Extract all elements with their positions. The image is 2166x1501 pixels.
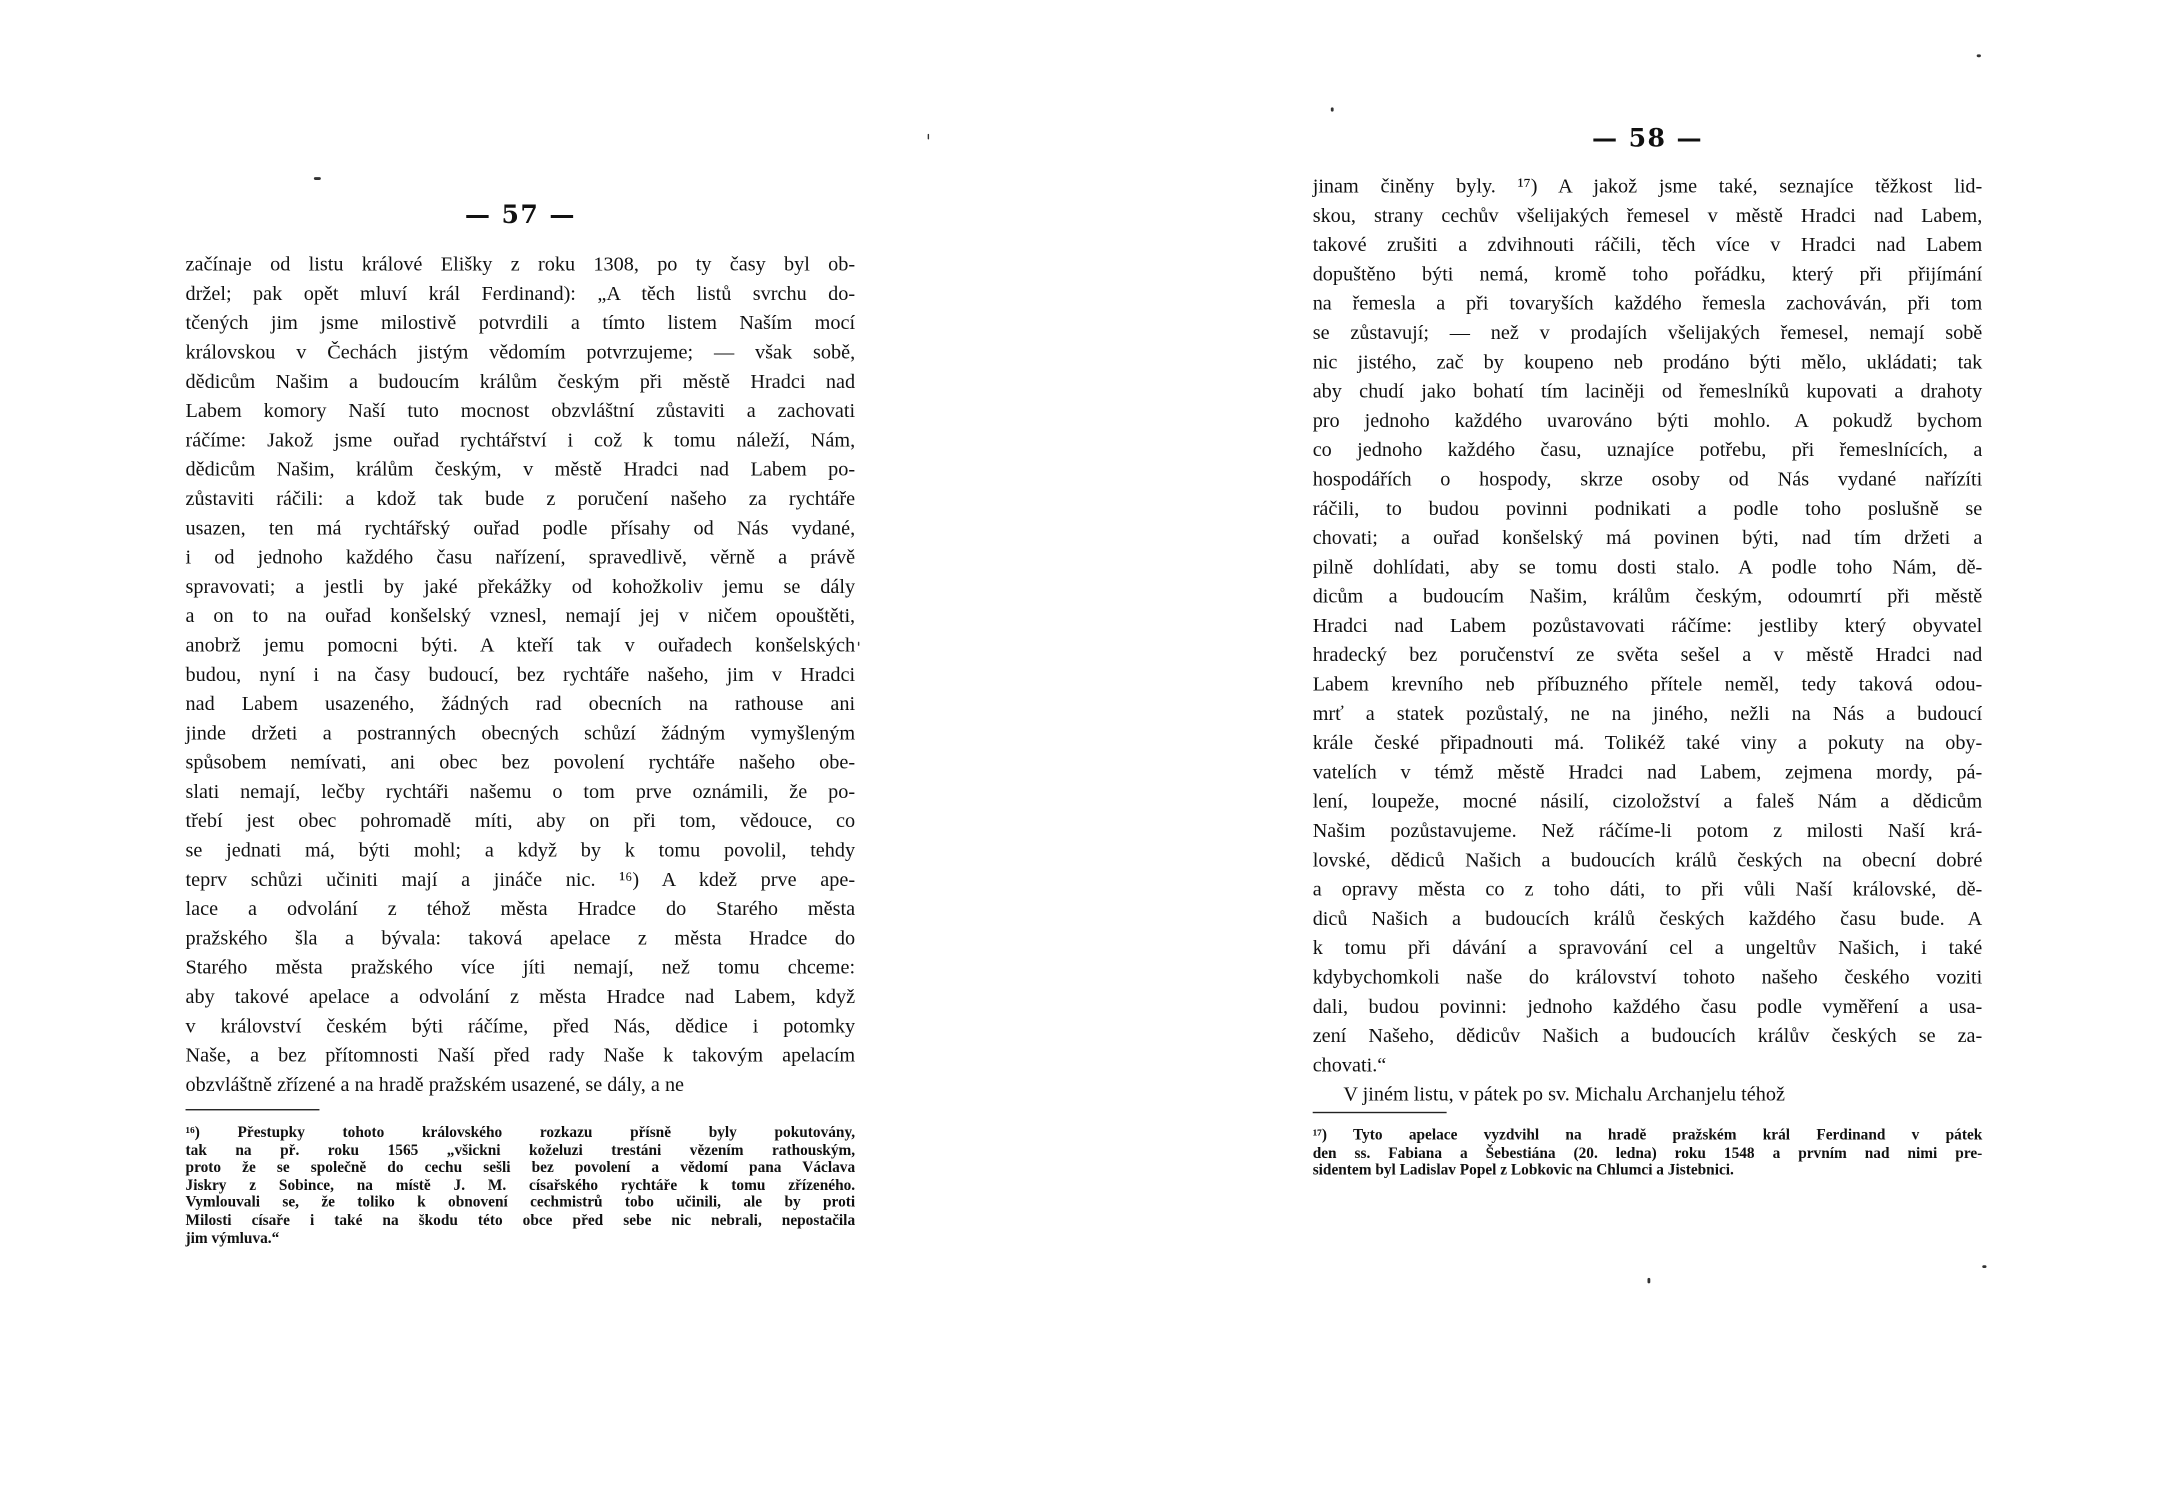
right-page-footnotes	[1313, 1127, 1983, 1180]
text-line: dědicům Našim, králům českým, v městě Hradci nad Labem po-	[185, 458, 856, 482]
text-line: slati nemají, lečby rychtáři našemu o tom prve oznámili, že po-	[185, 781, 856, 804]
text-line: aby chudí jako bohatí tím laciněji od řemeslníků kupovati a drahoty	[1312, 380, 1983, 404]
text-line: nic jistého, zač by koupeno neb prodáno býti mělo, ukládati; tak	[1312, 351, 1983, 374]
footnote-line: Milosti císaře i také na škodu této obce před sebe nic nebrali, nepostačila	[185, 1212, 856, 1229]
page-number-right: — 58 —	[1591, 124, 1704, 154]
text-line: mrť a statek pozůstalý, ne na jiného, nežli na Nás a budoucí	[1312, 703, 1983, 726]
text-line: krále české připadnouti má. Tolikéž také viny a pokuty na oby-	[1312, 732, 1983, 755]
footnote-line: jim výmluva.“	[185, 1229, 280, 1247]
right-page-body	[1313, 173, 1983, 1110]
text-line: se zůstavují; — než v prodajích všelijakých řemesel, nemají sobě	[1312, 322, 1983, 345]
footnote-line: sidentem byl Ladislav Popel z Lobkovic na Chlumci a Jistebnici.	[1312, 1162, 1734, 1180]
scan-speck	[928, 134, 929, 140]
text-line: a opravy města co z toho dáti, to při vůli Naší královské, dě-	[1312, 878, 1983, 902]
text-line: hradecký bez poručenství ze světa sešel a v městě Hradci nad	[1312, 644, 1983, 667]
text-line: Hradci nad Labem pozůstavovati ráčíme: jestliby který obyvatel	[1312, 615, 1983, 638]
text-line: zůstaviti ráčili: a kdož tak bude z poručení našeho za rychtáře	[185, 488, 856, 511]
footnote-line: den ss. Fabiana a Šebestiána (20. ledna) roku 1548 a prvním nad nimi pre-	[1312, 1144, 1983, 1162]
text-line: Labem komory Naší tuto mocnost obzvláštní zůstaviti a zachovati	[185, 400, 856, 423]
text-line: lovské, dědiců Našich a budoucích králů českých na obecní dobré	[1312, 849, 1983, 872]
scan-speck	[858, 642, 859, 646]
text-line: pilně dohlídati, aby se tomu dosti stalo. A podle toho Nám, dě-	[1312, 556, 1983, 579]
text-line: teprv schůzi učiniti mají a jináče nic. ¹⁶) A kdež prve ape-	[185, 869, 856, 892]
text-line: V jiném listu, v pátek po sv. Michalu Archanjelu téhož	[1343, 1083, 1785, 1107]
text-line: aby takové apelace a odvolání z města Hradce nad Labem, když	[185, 986, 856, 1009]
text-line: co jednoho každého času, uznajíce potřebu, při řemeslnících, a	[1312, 439, 1983, 462]
page-number-left: — 57 —	[464, 200, 576, 231]
text-line: diců Našich a budoucích králů českých každého času bude. A	[1312, 908, 1983, 931]
text-line: usazen, ten má rychtářský ouřad podle přísahy od Nás vydané,	[185, 517, 856, 540]
text-line: kdybychomkoli naše do království tohoto našeho českého voziti	[1312, 966, 1983, 990]
text-line: dědicům Našim a budoucím králům českým při městě Hradci nad	[185, 371, 856, 394]
text-line: budou, nyní i na časy budoucí, bez rychtáře našeho, jim v Hradci	[185, 664, 856, 687]
text-line: pražského šla a bývala: taková apelace z města Hradce do	[185, 927, 856, 950]
text-line: anobrž jemu pomocni býti. A kteří tak v ouřadech konšelských	[185, 634, 856, 658]
scan-speck	[1982, 1265, 1986, 1268]
footnote-line: Vymlouvali se, že toliko k obnovení cechmistrů tobo učinili, ale by proti	[185, 1194, 856, 1212]
footnote-line: ¹⁷) Tyto apelace vyzdvihl na hradě pražském král Ferdinand v pátek	[1312, 1127, 1983, 1144]
text-line: držel; pak opět mluví král Ferdinand): „A těch listů svrchu do-	[185, 283, 856, 306]
text-line: na řemesla a při tovaryších každého řemesla zachováván, při tom	[1312, 292, 1983, 316]
footnote-line: Jiskry z Sobince, na místě J. M. císařského rychtáře k tomu zřízeného.	[185, 1177, 856, 1194]
text-line: třebí jest obec pohromadě míti, aby on při tom, vědouce, co	[185, 810, 856, 833]
text-line: lení, loupeže, mocné násilí, cizoložství a faleš Nám a dědicům	[1312, 790, 1983, 814]
text-line: tčených jim jsme milostivě potvrdili a tímto listem Naším mocí	[185, 312, 856, 335]
footnote-rule-left	[186, 1109, 320, 1110]
text-line: pro jednoho každého uvarováno býti mohlo. A pokudž bychom	[1312, 410, 1983, 433]
text-line: zení Našeho, dědicův Našich a budoucích králův českých se za-	[1312, 1025, 1983, 1048]
text-line: a on to na ouřad konšelský vznesl, nemají jej v ničem opouštěti,	[185, 605, 856, 628]
text-line: k tomu při dávání a spravování cel a ungeltův Našich, i také	[1312, 937, 1983, 960]
text-line: jinam činěny byly. ¹⁷) A jakož jsme také, seznajíce těžkost lid-	[1312, 175, 1983, 199]
footnote-rule-right	[1313, 1112, 1447, 1113]
text-line: chovati.“	[1312, 1054, 1387, 1077]
text-line: dopuštěno býti nemá, kromě toho pořádku, který při přijímání	[1312, 263, 1983, 286]
scan-speck	[1977, 54, 1981, 57]
text-line: Naše, a bez přítomnosti Naší před rady Naše k takovým apelacím	[185, 1044, 856, 1068]
text-line: obzvláštně zřízené a na hradě pražském usazené, se dály, a ne	[185, 1074, 685, 1097]
left-page-footnotes	[186, 1124, 856, 1247]
text-line: spůsobem nemívati, ani obec bez povolení rychtáře našeho obe-	[185, 751, 856, 775]
text-line: královskou v Čechách jistým vědomím potvrzujeme; — však sobě,	[185, 341, 856, 365]
text-line: nad Labem usazeného, žádných rad obecních na rathouse ani	[185, 693, 856, 716]
text-line: jinde držeti a postranných obecných schůzí žádným vymyšleným	[185, 722, 856, 745]
text-line: se jednati má, býti mohl; a když by k tomu povolil, tehdy	[185, 839, 856, 863]
footnote-line: tak na př. roku 1565 „všickni koželuzi trestáni vězením rathouským,	[185, 1141, 856, 1159]
text-line: ráčili, to budou povinni podnikati a podle toho poslušně se	[1312, 498, 1983, 521]
left-page-body	[186, 251, 856, 1101]
text-line: ráčíme: Jakož jsme ouřad rychtářství i což k tomu náleží, Nám,	[185, 429, 856, 452]
text-line: dali, budou povinni: jednoho každého času podle vyměření a usa-	[1312, 996, 1983, 1019]
text-line: v království českém býti ráčíme, před Nás, dědice i potomky	[185, 1015, 856, 1038]
scan-speck	[314, 177, 321, 180]
text-line: chovati; a ouřad konšelský má povinen býti, nad tím držeti a	[1312, 527, 1983, 550]
text-line: i od jednoho každého času nařízení, spravedlivě, věrně a právě	[185, 546, 856, 570]
text-line: takové zrušiti a zdvihnouti ráčili, těch více v Hradci nad Labem	[1312, 234, 1983, 257]
scan-speck	[1331, 107, 1334, 111]
text-line: Našim pozůstavujeme. Než ráčíme-li potom z milosti Naší krá-	[1312, 820, 1983, 843]
text-line: Labem krevního neb příbuzného přítele neměl, tedy taková odou-	[1312, 673, 1983, 697]
text-line: vatelích v témž městě Hradci nad Labem, zejmena mordy, pá-	[1312, 761, 1983, 784]
text-line: spravovati; a jestli by jaké překážky od kohožkoliv jemu se dály	[185, 576, 856, 599]
scan-speck	[1647, 1278, 1650, 1284]
text-line: lace a odvolání z téhož města Hradce do Starého města	[185, 898, 856, 921]
text-line: Starého města pražského více jíti nemají, než tomu chceme:	[185, 956, 856, 980]
text-line: dicům a budoucím Našim, králům českým, odoumrtí při městě	[1312, 585, 1983, 609]
footnote-line: proto že se společně do cechu sešli bez povolení a vědomí pana Václava	[185, 1159, 856, 1177]
text-line: hospodářích o hospody, skrze osoby od Nás vydané nařízíti	[1312, 468, 1983, 492]
text-line: skou, strany cechův všelijakých řemesel v městě Hradci nad Labem,	[1312, 205, 1983, 228]
footnote-line: ¹⁶) Přestupky tohoto královského rozkazu přísně byly pokutovány,	[185, 1124, 856, 1142]
text-line: začínaje od listu králové Elišky z roku 1308, po ty časy byl ob-	[185, 253, 856, 277]
